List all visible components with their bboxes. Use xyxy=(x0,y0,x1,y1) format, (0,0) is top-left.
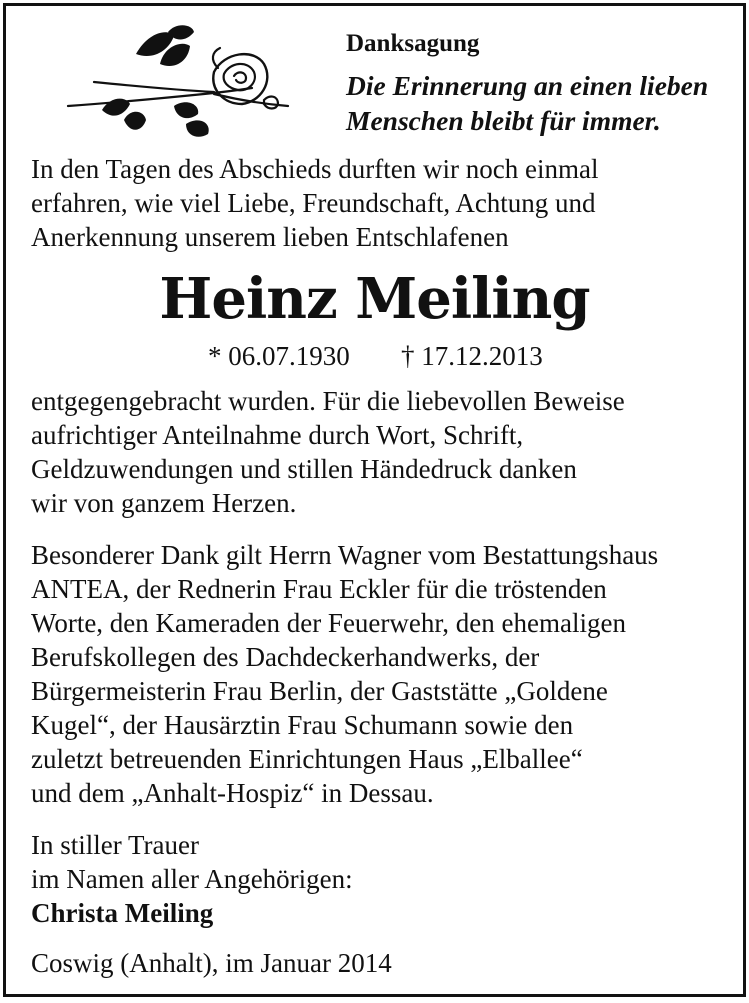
deceased-name: Heinz Meiling xyxy=(159,266,590,332)
signature: Christa Meiling xyxy=(31,898,214,928)
intro-line: erfahren, wie viel Liebe, Freundschaft, Achtung und xyxy=(31,188,596,218)
body-line: wir von ganzem Herzen. xyxy=(31,488,297,518)
heading-block xyxy=(346,28,736,138)
birth-date: * 06.07.1930 xyxy=(208,341,350,371)
thanks-line: Berufskollegen des Dachdeckerhandwerks, der xyxy=(31,642,540,672)
thanks-line: zuletzt betreuenden Einrichtungen Haus „Elballee“ xyxy=(31,744,583,774)
heading: Danksagung xyxy=(346,30,480,57)
motto-line-2: Menschen bleibt für immer. xyxy=(346,105,661,136)
body-line: entgegengebracht wurden. Für die liebevollen Beweise xyxy=(31,386,625,416)
body-line: Geldzuwendungen und stillen Händedruck danken xyxy=(31,454,577,484)
intro-line: In den Tagen des Abschieds durften wir noch einmal xyxy=(31,154,599,184)
closing-line: In stiller Trauer xyxy=(31,830,199,860)
thanks-line: Kugel“, der Hausärztin Frau Schumann sowie den xyxy=(31,710,574,740)
intro-line: Anerkennung unserem lieben Entschlafenen xyxy=(31,222,509,252)
rose-icon xyxy=(64,24,292,144)
body-line: aufrichtiger Anteilnahme durch Wort, Schrift, xyxy=(31,420,524,450)
thanks-line: Besonderer Dank gilt Herrn Wagner vom Bestattungshaus xyxy=(31,540,659,570)
thanks-line: Bürgermeisterin Frau Berlin, der Gaststätte „Goldene xyxy=(31,676,608,706)
obituary-notice xyxy=(3,3,746,997)
motto-line-1: Die Erinnerung an einen lieben xyxy=(346,70,709,101)
thanks-line: und dem „Anhalt-Hospiz“ in Dessau. xyxy=(31,778,434,808)
thanks-line: Worte, den Kameraden der Feuerwehr, den ehemaligen xyxy=(31,608,626,638)
thanks-line: ANTEA, der Rednerin Frau Eckler für die tröstenden xyxy=(31,574,607,604)
place-date: Coswig (Anhalt), im Januar 2014 xyxy=(31,948,392,978)
closing-line: im Namen aller Angehörigen: xyxy=(31,864,353,894)
death-date: † 17.12.2013 xyxy=(401,341,543,371)
